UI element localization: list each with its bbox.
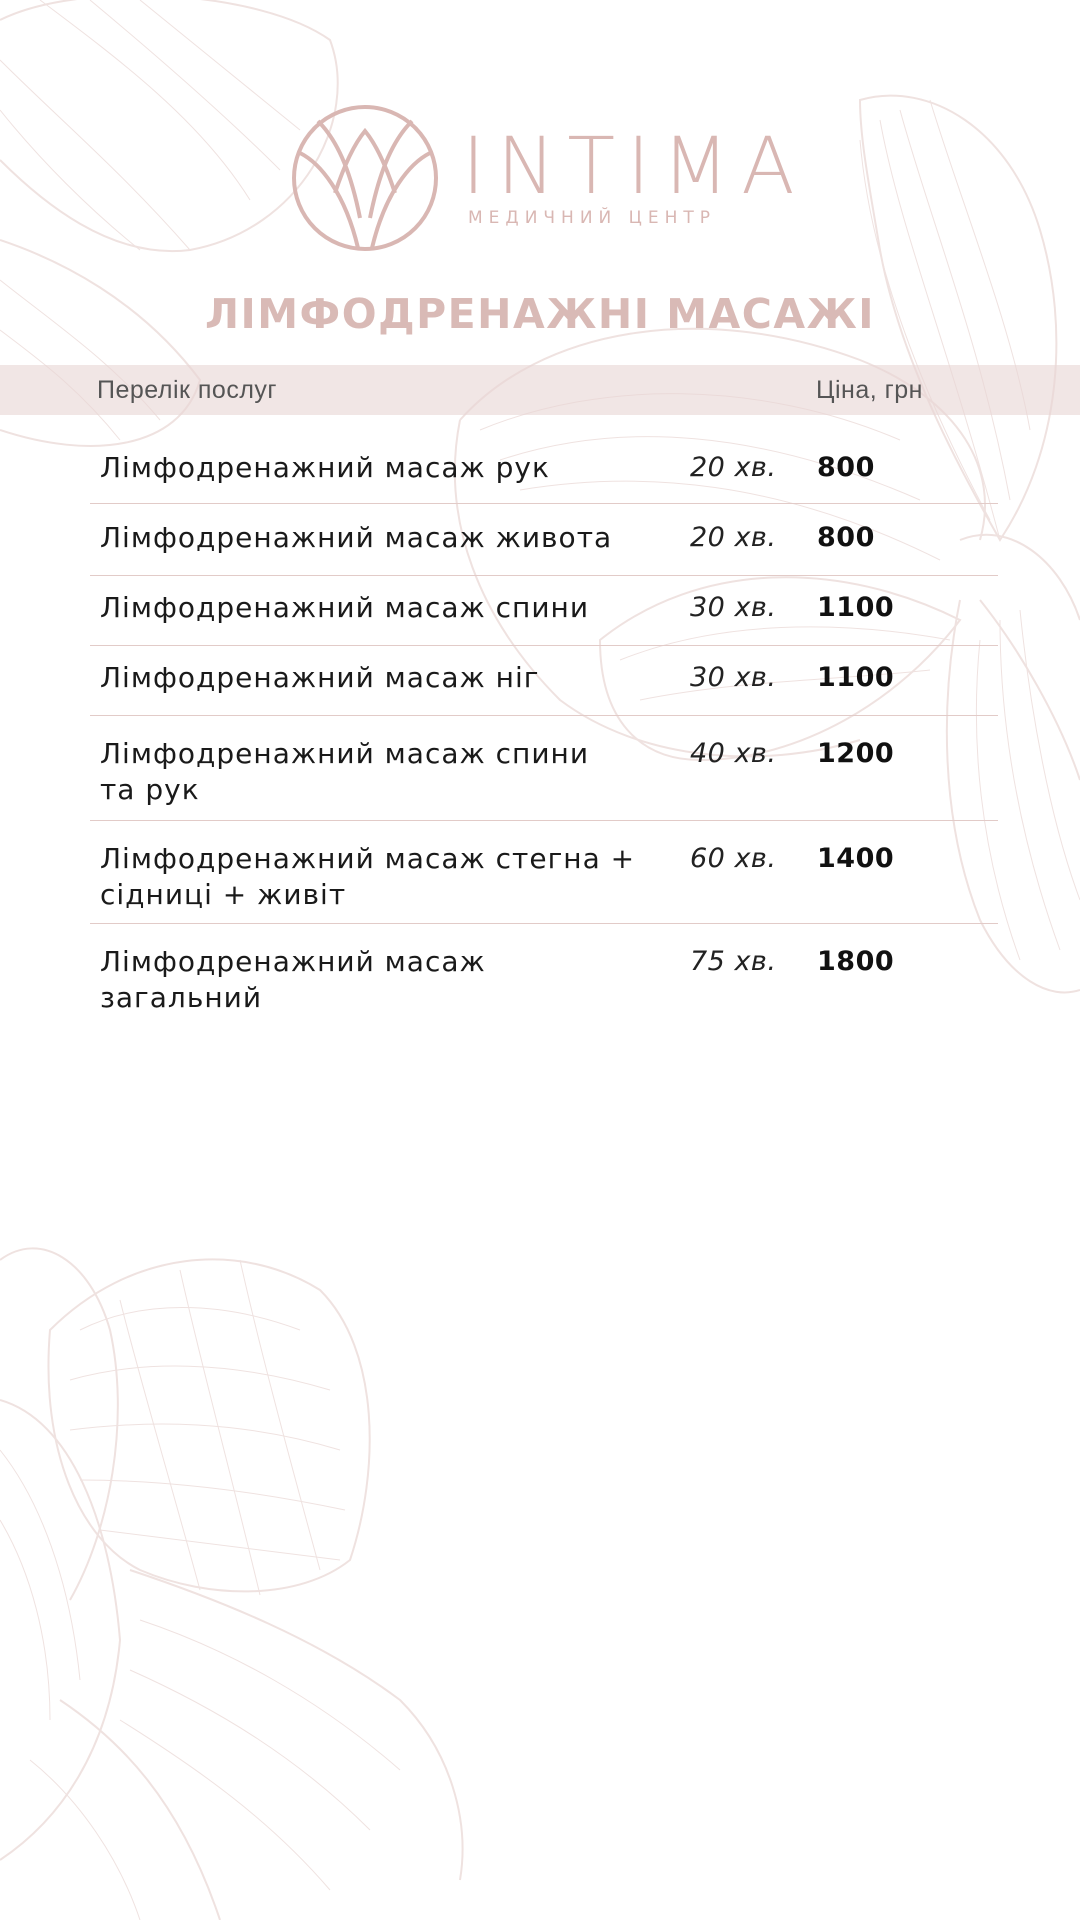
service-duration: 75 хв. [690, 946, 777, 977]
row-divider [90, 923, 998, 924]
brand-subtitle: МЕДИЧНИЙ ЦЕНТР [468, 208, 717, 228]
service-name: Лімфодренажний масаж рук [100, 451, 550, 484]
brand-logo [290, 100, 810, 260]
service-name: Лімфодренажний масаж спини [100, 591, 590, 624]
service-price: 800 [817, 452, 875, 483]
service-name: Лімфодренажний масаж загальний [100, 945, 486, 1014]
service-price: 1100 [817, 592, 895, 623]
header-price: Ціна, грн [816, 376, 923, 404]
service-name: Лімфодренажний масаж стегна + сідниці + живіт [100, 842, 636, 911]
service-duration: 20 хв. [690, 452, 777, 483]
row-divider [90, 503, 998, 504]
brand-name: INTIMA [462, 122, 807, 212]
service-price: 1400 [817, 843, 895, 874]
service-duration: 60 хв. [690, 843, 777, 874]
service-price: 1800 [817, 946, 895, 977]
service-duration: 30 хв. [690, 592, 777, 623]
header-service: Перелік послуг [97, 376, 278, 404]
service-name: Лімфодренажний масаж живота [100, 521, 613, 554]
service-price: 1200 [817, 738, 895, 769]
table-header [0, 365, 1080, 415]
service-duration: 40 хв. [690, 738, 777, 769]
service-price: 800 [817, 522, 875, 553]
row-divider [90, 820, 998, 821]
lotus-circle-icon [290, 103, 440, 253]
service-price: 1100 [817, 662, 895, 693]
service-name: Лімфодренажний масаж ніг [100, 661, 540, 694]
service-name: Лімфодренажний масаж спини та рук [100, 737, 590, 806]
row-divider [90, 645, 998, 646]
row-divider [90, 575, 998, 576]
row-divider [90, 715, 998, 716]
service-duration: 30 хв. [690, 662, 777, 693]
page-title: ЛІМФОДРЕНАЖНІ МАСАЖІ [204, 290, 876, 338]
service-duration: 20 хв. [690, 522, 777, 553]
